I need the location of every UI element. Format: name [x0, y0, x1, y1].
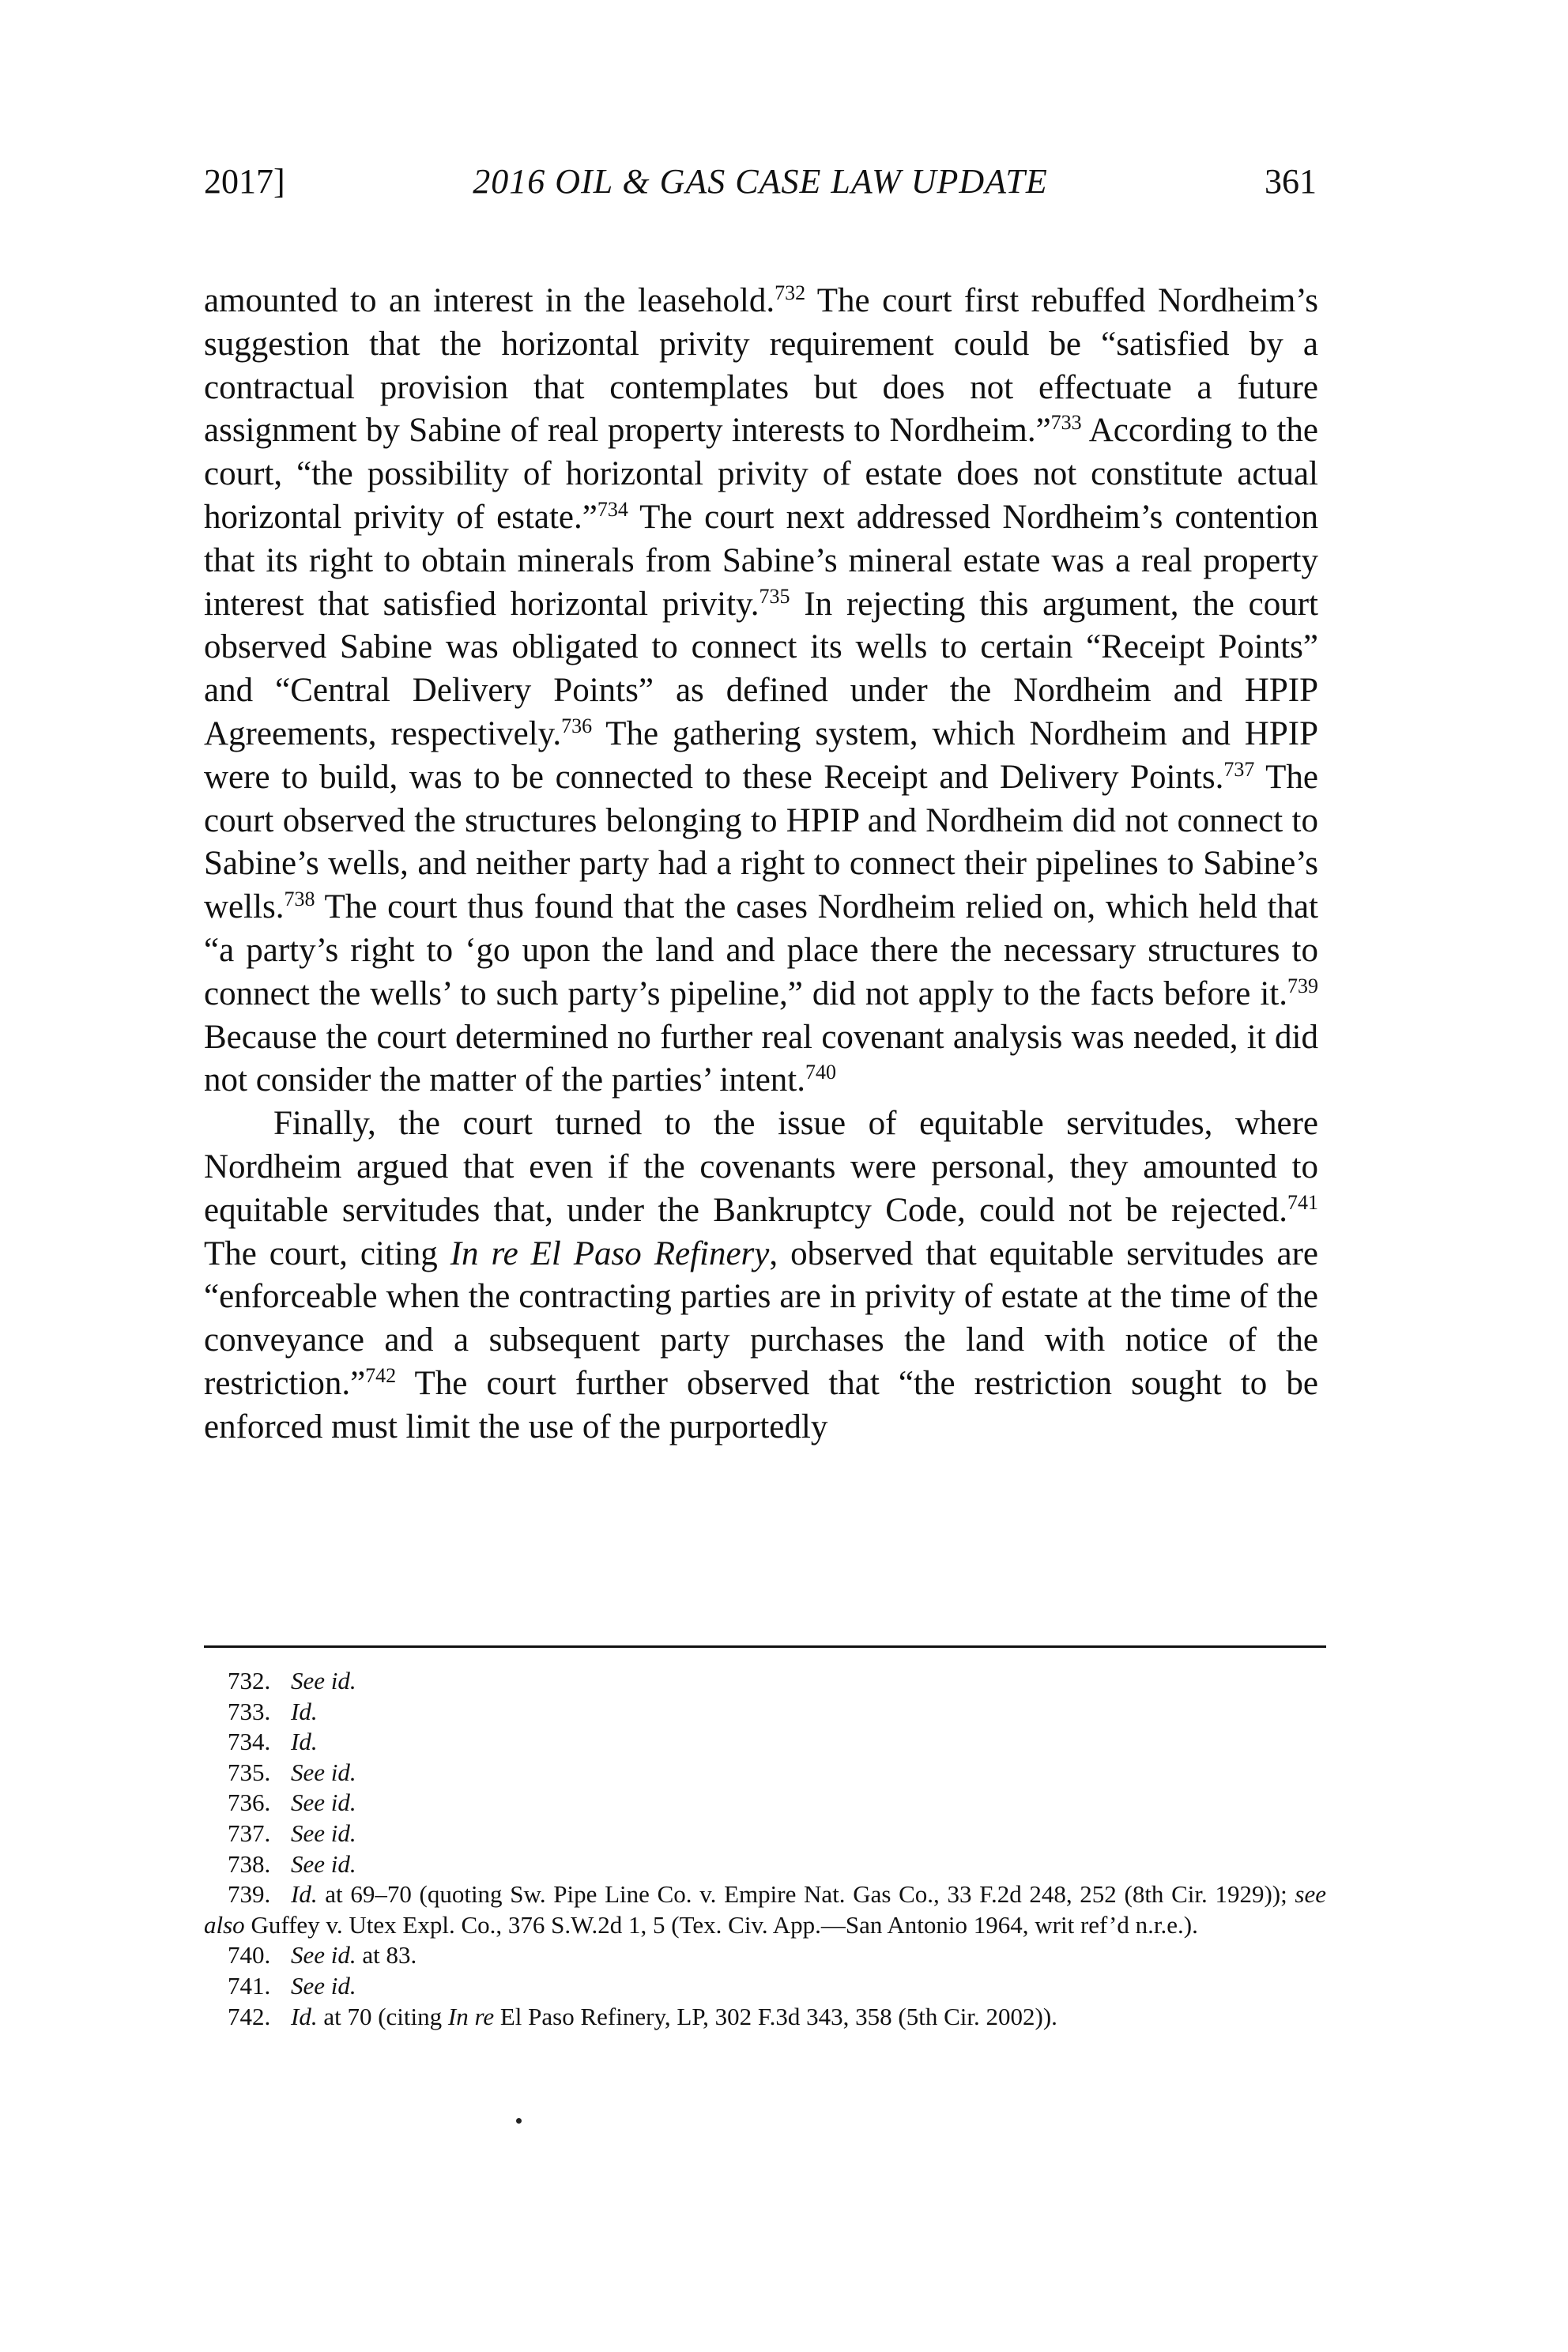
footnote-735	[204, 1758, 1326, 1788]
text-run: The court further observed that “the restriction sought to be enforced must limit the use of the purportedly	[204, 1364, 1318, 1446]
footnote-signal: Id.	[291, 2002, 318, 2030]
footnote-734	[204, 1727, 1326, 1758]
text-run: In rejecting this argument, the court observed Sabine was obligated to connect its wells to certain “Receipt Points” and “Central Delivery Points” as defined under the Nordheim and HPIP Agreements, respectively.	[204, 585, 1318, 752]
running-header	[204, 158, 1317, 205]
footnote-738	[204, 1849, 1326, 1880]
footnote-text: Id.	[291, 1728, 318, 1756]
text-run: The court first rebuffed Nordheim’s suggestion that the horizontal privity requirement could be “satisfied by a contractual provision that contemplates but does not effectuate a future assignment by Sabine of real property interests to Nordheim.”	[204, 282, 1318, 450]
footnote-ref-740: 740	[805, 1061, 837, 1084]
footnote-signal: In re	[447, 2002, 495, 2030]
case-name: In re El Paso Refinery	[450, 1234, 770, 1272]
header-journal-title: 2016 OIL & GAS CASE LAW UPDATE	[473, 162, 1048, 201]
scan-dot-mark	[516, 2118, 522, 2124]
footnote-text: See id.	[291, 1758, 356, 1786]
text-run: The gathering system, which Nordheim and HPIP were to build, was to be connected to these Receipt and Delivery Points.	[204, 714, 1318, 796]
footnote-739	[204, 1879, 1326, 1940]
footnote-signal: Id.	[291, 1880, 318, 1909]
footnote-number: 740.	[228, 1941, 271, 1969]
body-text	[204, 280, 1318, 1449]
text-run: Finally, the court turned to the issue of equitable servitudes, where Nordheim argued that even if the covenants were personal, they amounted to equitable servitudes that, under the Bankruptcy Code, could not be rejected.	[204, 1105, 1318, 1229]
footnote-divider	[204, 1645, 1326, 1648]
footnote-text: Id.	[291, 1697, 318, 1725]
footnote-number: 741.	[228, 1971, 271, 2000]
text-run: amounted to an interest in the leasehold.	[204, 282, 775, 319]
text-run: Because the court determined no further real covenant analysis was needed, it did not consider the matter of the parties’ intent.	[204, 1018, 1318, 1099]
footnote-number: 735.	[228, 1758, 271, 1786]
text-run: The court next addressed Nordheim’s contention that its right to obtain minerals from Sabine’s mineral estate was a real property interest that satisfied horizontal privity.	[204, 498, 1319, 623]
footnotes	[204, 1666, 1326, 2032]
footnote-ref-735: 735	[759, 584, 790, 608]
footnote-number: 734.	[228, 1728, 271, 1756]
header-year: 2017]	[204, 162, 285, 201]
footnote-733	[204, 1697, 1326, 1728]
footnote-text: at 69–70 (quoting Sw. Pipe Line Co. v. Empire Nat. Gas Co., 33 F.2d 248, 252 (8th Cir. 1929));	[317, 1880, 1295, 1909]
footnote-ref-741: 741	[1287, 1190, 1318, 1214]
footnote-text: See id.	[291, 1819, 356, 1847]
text-run: According to the court, “the possibility of horizontal privity of estate does not constitute actual horizontal privity of estate.”	[204, 412, 1318, 536]
footnote-number: 742.	[228, 2002, 271, 2030]
footnote-ref-734: 734	[597, 497, 628, 521]
footnote-number: 732.	[228, 1667, 271, 1694]
footnote-number: 739.	[228, 1880, 271, 1909]
footnote-732	[204, 1666, 1326, 1697]
footnote-ref-737: 737	[1223, 757, 1255, 781]
text-run: , observed that equitable servitudes are “enforceable when the contracting parties are in privity of estate at the time of the conveyance and a subsequent party purchases the land with notice of the restriction.”	[204, 1234, 1318, 1402]
footnote-number: 733.	[228, 1697, 271, 1725]
paragraph-1	[204, 280, 1318, 1102]
footnote-ref-732: 732	[775, 281, 806, 304]
footnote-ref-742: 742	[365, 1363, 397, 1387]
footnote-text: See id.	[291, 1667, 356, 1694]
text-run: The court thus found that the cases Nordheim relied on, which held that “a party’s right to ‘go upon the land and place there the necessary structures to connect the wells’ to such party’s pipeline,” did not apply to the facts before it.	[204, 888, 1318, 1012]
footnote-text: See id.	[291, 1971, 356, 2000]
header-page-number: 361	[1265, 162, 1317, 201]
text-run: The court observed the structures belonging to HPIP and Nordheim did not connect to Sabine’s wells, and neither party had a right to connect their pipelines to Sabine’s wells.	[204, 758, 1318, 926]
footnote-740	[204, 1940, 1326, 1971]
text-run: The court, citing	[204, 1234, 450, 1272]
footnote-number: 738.	[228, 1849, 271, 1878]
paragraph-2	[204, 1102, 1318, 1449]
footnote-text: at 70 (citing	[317, 2002, 448, 2030]
footnote-text: Guffey v. Utex Expl. Co., 376 S.W.2d 1, 5 (Tex. Civ. App.—San Antonio 1964, writ ref’d n.r.e.).	[244, 1910, 1198, 1939]
footnote-number: 736.	[228, 1788, 271, 1817]
footnote-signal: see also	[204, 1880, 1326, 1939]
footnote-ref-736: 736	[561, 714, 593, 737]
footnote-ref-739: 739	[1287, 974, 1318, 997]
footnote-number: 737.	[228, 1819, 271, 1847]
footnote-text: at 83.	[356, 1941, 417, 1969]
footnote-741	[204, 1971, 1326, 2002]
footnote-text: See id.	[291, 1849, 356, 1878]
footnote-ref-738: 738	[284, 888, 315, 911]
footnote-736	[204, 1788, 1326, 1819]
footnote-text: El Paso Refinery, LP, 302 F.3d 343, 358 (5th Cir. 2002)).	[494, 2002, 1057, 2030]
footnote-737	[204, 1819, 1326, 1849]
footnote-ref-733: 733	[1050, 411, 1082, 435]
footnote-742	[204, 2002, 1326, 2033]
footnote-signal: See id.	[291, 1941, 356, 1969]
footnote-text: See id.	[291, 1788, 356, 1817]
